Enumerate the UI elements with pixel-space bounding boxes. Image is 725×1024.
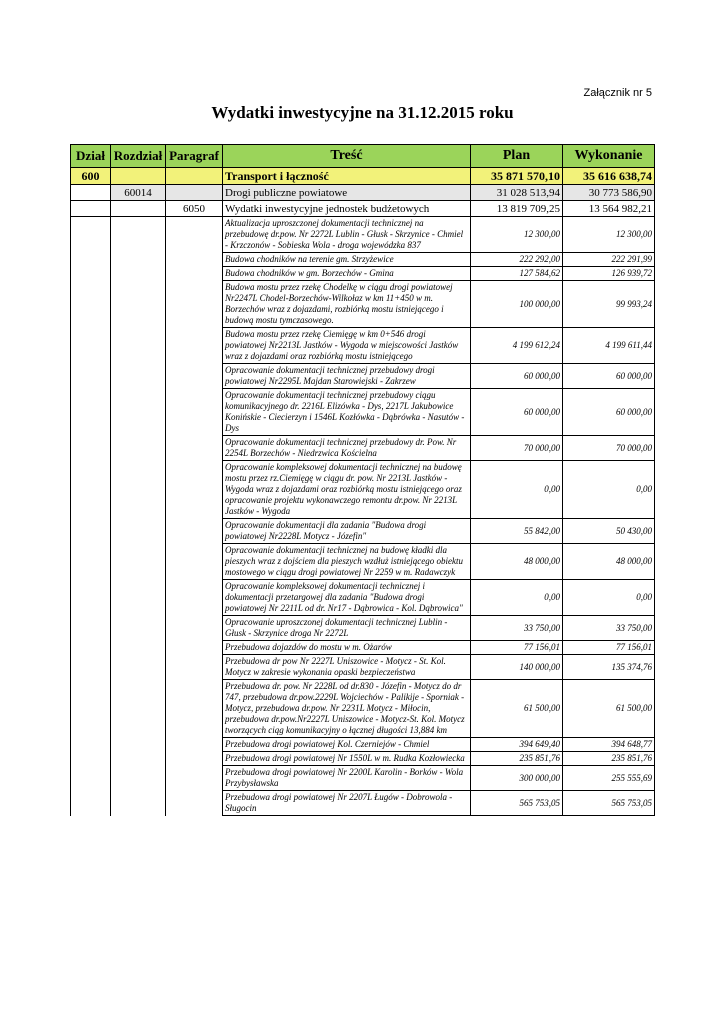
table-row	[71, 436, 655, 461]
item-empty-dzial	[71, 461, 111, 519]
rozdzial-empty-paragraf	[166, 185, 223, 201]
item-description: Budowa mostu przez rzekę Ciemięgę w km 0+546 drogi powiatowej Nr2213L Jastków - Wygoda w miejscowości Jastków wraz z dojazdami oraz rozbiórką mostu istniejącego	[223, 328, 471, 364]
table-row	[71, 217, 655, 253]
item-empty-paragraf	[166, 544, 223, 580]
table-row	[71, 253, 655, 267]
item-description: Opracowanie dokumentacji dla zadania "Budowa drogi powiatowej Nr2228L Motycz - Józefin"	[223, 519, 471, 544]
paragraf-wykonanie: 13 564 982,21	[563, 201, 655, 217]
item-empty-paragraf	[166, 328, 223, 364]
item-description: Przebudowa drogi powiatowej Kol. Czerniejów - Chmiel	[223, 738, 471, 752]
item-empty-rozdzial	[111, 680, 166, 738]
item-plan: 394 649,40	[471, 738, 563, 752]
item-wykonanie: 70 000,00	[563, 436, 655, 461]
item-empty-paragraf	[166, 791, 223, 816]
item-plan: 60 000,00	[471, 389, 563, 436]
item-wykonanie: 126 939,72	[563, 267, 655, 281]
item-empty-paragraf	[166, 738, 223, 752]
item-empty-dzial	[71, 519, 111, 544]
paragraf-empty-dzial	[71, 201, 111, 217]
item-wykonanie: 61 500,00	[563, 680, 655, 738]
item-empty-dzial	[71, 328, 111, 364]
dzial-wykonanie: 35 616 638,74	[563, 168, 655, 185]
rozdzial-plan: 31 028 513,94	[471, 185, 563, 201]
item-wykonanie: 50 430,00	[563, 519, 655, 544]
item-empty-paragraf	[166, 217, 223, 253]
paragraf-plan: 13 819 709,25	[471, 201, 563, 217]
item-empty-rozdzial	[111, 364, 166, 389]
item-empty-paragraf	[166, 616, 223, 641]
item-wykonanie: 77 156,01	[563, 641, 655, 655]
dzial-empty-paragraf	[166, 168, 223, 185]
rozdzial-name: Drogi publiczne powiatowe	[223, 185, 471, 201]
item-description: Przebudowa dr pow Nr 2227L Uniszowice - Motycz - St. Kol. Motycz w zakresie wykonania opaski bezpieczeństwa	[223, 655, 471, 680]
table-row	[71, 738, 655, 752]
item-empty-rozdzial	[111, 738, 166, 752]
item-wykonanie: 60 000,00	[563, 364, 655, 389]
item-empty-paragraf	[166, 680, 223, 738]
paragraf-empty-rozdzial	[111, 201, 166, 217]
item-empty-paragraf	[166, 641, 223, 655]
col-header-tresc: Treść	[223, 145, 471, 168]
item-empty-dzial	[71, 616, 111, 641]
item-empty-rozdzial	[111, 616, 166, 641]
item-empty-paragraf	[166, 655, 223, 680]
item-description: Budowa chodników na terenie gm. Strzyżewice	[223, 253, 471, 267]
paragraf-name: Wydatki inwestycyjne jednostek budżetowych	[223, 201, 471, 217]
table-header-row	[71, 145, 655, 168]
table-row	[71, 544, 655, 580]
table-row	[71, 267, 655, 281]
item-empty-dzial	[71, 641, 111, 655]
item-empty-dzial	[71, 580, 111, 616]
item-empty-paragraf	[166, 389, 223, 436]
item-empty-dzial	[71, 544, 111, 580]
paragraf-code: 6050	[166, 201, 223, 217]
dzial-code: 600	[71, 168, 111, 185]
dzial-name: Transport i łączność	[223, 168, 471, 185]
item-wykonanie: 235 851,76	[563, 752, 655, 766]
item-empty-dzial	[71, 738, 111, 752]
table-row	[71, 461, 655, 519]
item-description: Opracowanie dokumentacji technicznej na budowę kładki dla pieszych wraz z dojściem dla pieszych wzdłuż istniejącego obiektu mostowego w ciągu drogi powiatowej Nr 2259 w m. Radawczyk	[223, 544, 471, 580]
item-description: Opracowanie dokumentacji technicznej przebudowy ciągu komunikacyjnego dr. 2216L Elizówka - Dys, 2217L Jakubowice Konińskie - Ciecierzyn i 1546L Kozłówka - Dąbrówka - Nasutów - Dys	[223, 389, 471, 436]
item-wykonanie: 255 555,69	[563, 766, 655, 791]
item-plan: 235 851,76	[471, 752, 563, 766]
item-empty-dzial	[71, 766, 111, 791]
item-empty-rozdzial	[111, 389, 166, 436]
item-description: Przebudowa dojazdów do mostu w m. Ożarów	[223, 641, 471, 655]
table-row	[71, 580, 655, 616]
item-empty-rozdzial	[111, 217, 166, 253]
item-plan: 300 000,00	[471, 766, 563, 791]
item-empty-rozdzial	[111, 267, 166, 281]
item-empty-paragraf	[166, 766, 223, 791]
item-plan: 565 753,05	[471, 791, 563, 816]
item-empty-paragraf	[166, 580, 223, 616]
item-plan: 0,00	[471, 461, 563, 519]
dzial-row	[71, 168, 655, 185]
item-plan: 127 584,62	[471, 267, 563, 281]
col-header-plan: Plan	[471, 145, 563, 168]
item-plan: 60 000,00	[471, 364, 563, 389]
item-description: Aktualizacja uproszczonej dokumentacji technicznej na przebudowę dr.pow. Nr 2272L Lublin - Głusk - Skrzynice - Chmiel - Krzczonów - Sobieska Wola - droga wojewódzka 837	[223, 217, 471, 253]
item-description: Opracowanie uproszczonej dokumentacji technicznej Lublin - Głusk - Skrzynice droga Nr 2272L	[223, 616, 471, 641]
table-row	[71, 766, 655, 791]
item-plan: 12 300,00	[471, 217, 563, 253]
rozdzial-code: 60014	[111, 185, 166, 201]
col-header-dzial: Dział	[71, 145, 111, 168]
item-plan: 140 000,00	[471, 655, 563, 680]
item-plan: 77 156,01	[471, 641, 563, 655]
item-empty-rozdzial	[111, 328, 166, 364]
item-empty-paragraf	[166, 253, 223, 267]
table-row	[71, 791, 655, 816]
dzial-empty-rozdzial	[111, 168, 166, 185]
item-wykonanie: 33 750,00	[563, 616, 655, 641]
item-empty-dzial	[71, 791, 111, 816]
item-wykonanie: 60 000,00	[563, 389, 655, 436]
item-plan: 4 199 612,24	[471, 328, 563, 364]
item-plan: 55 842,00	[471, 519, 563, 544]
table-row	[71, 752, 655, 766]
table-row	[71, 616, 655, 641]
item-wykonanie: 48 000,00	[563, 544, 655, 580]
dzial-plan: 35 871 570,10	[471, 168, 563, 185]
item-description: Budowa chodników w gm. Borzechów - Gmina	[223, 267, 471, 281]
item-plan: 0,00	[471, 580, 563, 616]
item-description: Przebudowa dr. pow. Nr 2228L od dr.830 - Józefin - Motycz do dr 747, przebudowa dr.pow.2229L Wojciechów - Palikije - Sporniak - Motycz, przebudowa dr.pow. Nr 2231L Motycz - Miłocin, przebudowa dr.pow.Nr2227L Uniszowice - Motycz-St. Kol. Motycz tworzących ciąg komunikacyjny o łącznej długości 13,884 km	[223, 680, 471, 738]
item-description: Opracowanie dokumentacji technicznej przebudowy dr. Pow. Nr 2254L Borzechów - Niedrzwica Kościelna	[223, 436, 471, 461]
item-description: Przebudowa drogi powiatowej Nr 1550L w m. Rudka Kozłowiecka	[223, 752, 471, 766]
table-row	[71, 389, 655, 436]
item-description: Opracowanie kompleksowej dokumentacji technicznej na budowę mostu przez rz.Ciemięgę w ciągu dr. pow. Nr 2213L Jastków - Wygoda wraz z dojazdami oraz rozbiórką mostu istniejącego oraz opracowanie projektu wykonawczego remontu dr.pow. Nr 2213L Jastków - Wygoda	[223, 461, 471, 519]
item-wykonanie: 0,00	[563, 461, 655, 519]
item-empty-rozdzial	[111, 580, 166, 616]
item-wykonanie: 12 300,00	[563, 217, 655, 253]
item-empty-rozdzial	[111, 519, 166, 544]
item-description: Opracowanie kompleksowej dokumentacji technicznej i dokumentacji przetargowej dla zadania "Budowa drogi powiatowej Nr 2211L od dr. Nr17 - Dąbrowica - Kol. Dąbrowica"	[223, 580, 471, 616]
table-row	[71, 655, 655, 680]
rozdzial-empty-dzial	[71, 185, 111, 201]
annex-label: Załącznik nr 5	[583, 87, 652, 99]
col-header-wykonanie: Wykonanie	[563, 145, 655, 168]
item-empty-paragraf	[166, 281, 223, 328]
item-wykonanie: 394 648,77	[563, 738, 655, 752]
item-empty-paragraf	[166, 519, 223, 544]
item-empty-rozdzial	[111, 766, 166, 791]
item-empty-dzial	[71, 364, 111, 389]
table-row	[71, 519, 655, 544]
table-row	[71, 364, 655, 389]
col-header-paragraf: Paragraf	[166, 145, 223, 168]
item-empty-dzial	[71, 655, 111, 680]
item-empty-dzial	[71, 217, 111, 253]
table-row	[71, 328, 655, 364]
rozdzial-row	[71, 185, 655, 201]
item-plan: 70 000,00	[471, 436, 563, 461]
item-empty-rozdzial	[111, 461, 166, 519]
table-row	[71, 680, 655, 738]
item-wykonanie: 135 374,76	[563, 655, 655, 680]
item-wykonanie: 99 993,24	[563, 281, 655, 328]
item-empty-rozdzial	[111, 281, 166, 328]
item-plan: 61 500,00	[471, 680, 563, 738]
item-empty-rozdzial	[111, 641, 166, 655]
page-title: Wydatki inwestycyjne na 31.12.2015 roku	[211, 103, 514, 122]
item-plan: 100 000,00	[471, 281, 563, 328]
item-description: Przebudowa drogi powiatowej Nr 2207L Ługów - Dobrowola - Sługocin	[223, 791, 471, 816]
item-empty-dzial	[71, 680, 111, 738]
item-description: Przebudowa drogi powiatowej Nr 2200L Karolin - Borków - Wola Przybysławska	[223, 766, 471, 791]
item-plan: 33 750,00	[471, 616, 563, 641]
item-empty-paragraf	[166, 364, 223, 389]
item-empty-paragraf	[166, 752, 223, 766]
item-empty-dzial	[71, 281, 111, 328]
item-empty-rozdzial	[111, 253, 166, 267]
col-header-rozdzial: Rozdział	[111, 145, 166, 168]
item-empty-dzial	[71, 253, 111, 267]
item-plan: 48 000,00	[471, 544, 563, 580]
item-empty-dzial	[71, 436, 111, 461]
item-wykonanie: 4 199 611,44	[563, 328, 655, 364]
paragraf-row	[71, 201, 655, 217]
item-empty-rozdzial	[111, 752, 166, 766]
item-empty-rozdzial	[111, 791, 166, 816]
item-empty-rozdzial	[111, 436, 166, 461]
expenditure-table	[70, 144, 655, 816]
table-row	[71, 641, 655, 655]
item-empty-paragraf	[166, 436, 223, 461]
item-wykonanie: 222 291,99	[563, 253, 655, 267]
item-empty-dzial	[71, 267, 111, 281]
item-description: Budowa mostu przez rzekę Chodelkę w ciągu drogi powiatowej Nr2247L Chodel-Borzechów-Wilkołaz w km 11+450 w m. Borzechów wraz z dojazdami, rozbiórką mostu istniejącego i budową mostu tymczasowego.	[223, 281, 471, 328]
item-plan: 222 292,00	[471, 253, 563, 267]
rozdzial-wykonanie: 30 773 586,90	[563, 185, 655, 201]
table-row	[71, 281, 655, 328]
item-empty-rozdzial	[111, 655, 166, 680]
item-empty-dzial	[71, 389, 111, 436]
item-empty-paragraf	[166, 267, 223, 281]
item-empty-paragraf	[166, 461, 223, 519]
item-wykonanie: 565 753,05	[563, 791, 655, 816]
item-empty-dzial	[71, 752, 111, 766]
item-description: Opracowanie dokumentacji technicznej przebudowy drogi powiatowej Nr2295L Majdan Starowiejski - Zakrzew	[223, 364, 471, 389]
item-empty-rozdzial	[111, 544, 166, 580]
item-wykonanie: 0,00	[563, 580, 655, 616]
